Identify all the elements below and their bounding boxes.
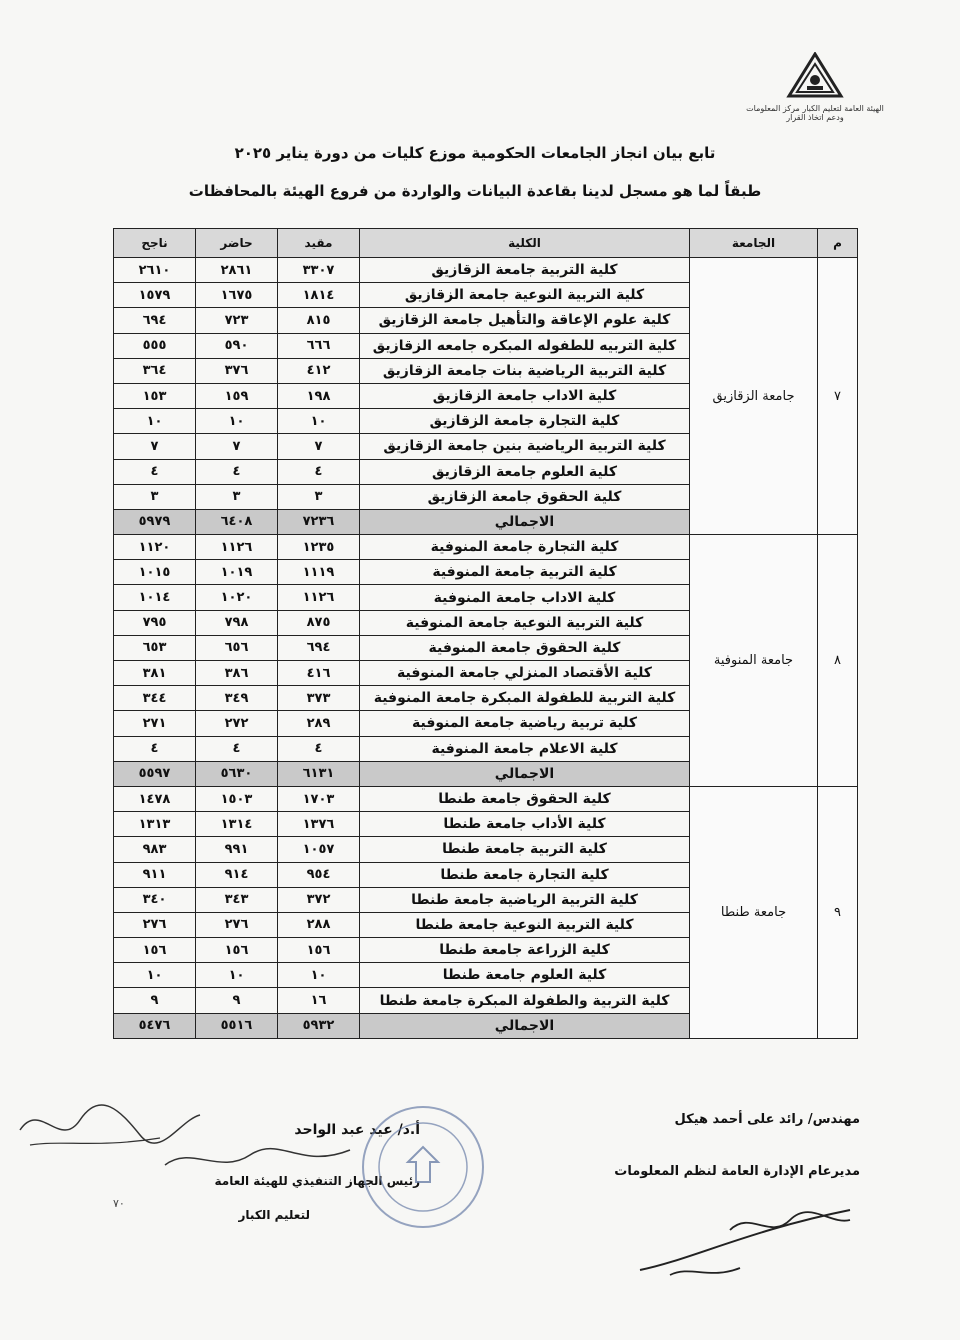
passed-count: ٤ [114,459,196,484]
present-count: ١٦٧٥ [196,283,278,308]
registered-count: ٢٨٨ [278,912,360,937]
passed-count: ١٥٣ [114,383,196,408]
present-count: ١٥٦ [196,938,278,963]
present-count: ٢٧٢ [196,711,278,736]
handwritten-signature-right-icon [600,1190,860,1290]
present-count: ١١٢٦ [196,535,278,560]
registered-count: ٨٧٥ [278,610,360,635]
college-name: كلية التربية النوعية جامعة المنوفية [360,610,690,635]
registered-count: ١٩٨ [278,383,360,408]
college-name: كلية العلوم جامعة الزقازيق [360,459,690,484]
total-label: الاجمالي [360,509,690,534]
results-table [113,228,858,1039]
header-passed: ناجح [114,229,196,258]
passed-count: ٣٨١ [114,661,196,686]
registered-count: ١٨١٤ [278,283,360,308]
page-number: ٧٠ [113,1197,125,1210]
handwritten-signature-middle-icon [160,1140,360,1180]
registered-count: ٨١٥ [278,308,360,333]
registered-count: ١٠٥٧ [278,837,360,862]
registered-count: ١٥٦ [278,938,360,963]
passed-count: ١٠١٥ [114,560,196,585]
college-name: كلية الاداب جامعة المنوفية [360,585,690,610]
registered-count: ٤١٢ [278,358,360,383]
passed-count: ٧٩٥ [114,610,196,635]
present-count: ٩٩١ [196,837,278,862]
university-name: جامعة الزقازيق [690,258,818,535]
present-count: ٣ [196,484,278,509]
passed-count: ١٣١٣ [114,812,196,837]
passed-count: ١٥٦ [114,938,196,963]
passed-count: ٤ [114,736,196,761]
registered-count: ٦٦٦ [278,333,360,358]
total-passed: ٥٤٧٦ [114,1013,196,1038]
pyramid-logo-icon [785,52,845,100]
college-name: كلية العلوم جامعة طنطا [360,963,690,988]
college-name: كلية التربية النوعية جامعة طنطا [360,912,690,937]
college-name: كلية الحقوق جامعة طنطا [360,786,690,811]
passed-count: ١٠ [114,963,196,988]
present-count: ٩١٤ [196,862,278,887]
total-label: الاجمالي [360,761,690,786]
present-count: ٧ [196,434,278,459]
organization-logo [740,52,890,132]
total-registered: ٧٢٣٦ [278,509,360,534]
registered-count: ٣ [278,484,360,509]
passed-count: ١٤٧٨ [114,786,196,811]
group-index: ٧ [818,258,858,535]
passed-count: ٩١١ [114,862,196,887]
present-count: ٣٧٦ [196,358,278,383]
passed-count: ٣ [114,484,196,509]
college-name: كلية الأداب جامعة طنطا [360,812,690,837]
passed-count: ٢٧٦ [114,912,196,937]
passed-count: ٣٤٠ [114,887,196,912]
total-registered: ٥٩٣٢ [278,1013,360,1038]
registered-count: ١١٢٦ [278,585,360,610]
present-count: ٧٩٨ [196,610,278,635]
passed-count: ٩٨٣ [114,837,196,862]
registered-count: ١٠ [278,963,360,988]
present-count: ١٠ [196,409,278,434]
passed-count: ٣٤٤ [114,686,196,711]
passed-count: ١٠١٤ [114,585,196,610]
passed-count: ١١٢٠ [114,535,196,560]
passed-count: ٧ [114,434,196,459]
group-index: ٨ [818,535,858,787]
total-present: ٦٤٠٨ [196,509,278,534]
college-name: كلية الحقوق جامعة المنوفية [360,635,690,660]
president-title: رئيس الجهاز التنفيذي للهيئة العامة [214,1174,420,1188]
header-university: الجامعة [690,229,818,258]
college-name: كلية التربية جامعة الزقازيق [360,258,690,283]
college-name: كلية تربية رياضية جامعة المنوفية [360,711,690,736]
college-name: كلية التربية والطفولة المبكرة جامعة طنطا [360,988,690,1013]
total-present: ٥٥١٦ [196,1013,278,1038]
total-label: الاجمالي [360,1013,690,1038]
present-count: ٤ [196,736,278,761]
present-count: ٢٨٦١ [196,258,278,283]
table-row [114,535,858,560]
present-count: ٤ [196,459,278,484]
president-title-2: لتعليم الكبار [238,1208,310,1222]
college-name: كلية التربية جامعة المنوفية [360,560,690,585]
header-registered: مقيد [278,229,360,258]
header-index: م [818,229,858,258]
college-name: كلية الاعلام جامعة المنوفية [360,736,690,761]
college-name: كلية الحقوق جامعة الزقازيق [360,484,690,509]
college-name: كلية التجارة جامعة الزقازيق [360,409,690,434]
document-title-line-1: تابع بيان انجاز الجامعات الحكومية موزع كليات من دورة يناير ٢٠٢٥ [234,144,716,162]
total-passed: ٥٩٧٩ [114,509,196,534]
group-index: ٩ [818,786,858,1038]
registered-count: ١٢٣٥ [278,535,360,560]
registered-count: ٦٩٤ [278,635,360,660]
document-title-line-2: طبقاً لما هو مسجل لدينا بقاعدة البيانات والواردة من فروع الهيئة بالمحافظات [188,182,762,200]
present-count: ٣٨٦ [196,661,278,686]
college-name: كلية التربية جامعة طنطا [360,837,690,862]
passed-count: ٩ [114,988,196,1013]
registered-count: ١٦ [278,988,360,1013]
present-count: ١٠ [196,963,278,988]
registered-count: ١٣٧٦ [278,812,360,837]
passed-count: ٢٦١٠ [114,258,196,283]
total-registered: ٦١٣١ [278,761,360,786]
present-count: ٣٤٩ [196,686,278,711]
college-name: كلية التربيه للطفوله المبكره جامعه الزقازيق [360,333,690,358]
college-name: كلية التجارة جامعة المنوفية [360,535,690,560]
present-count: ٦٥٦ [196,635,278,660]
total-present: ٥٦٣٠ [196,761,278,786]
registered-count: ٧ [278,434,360,459]
table-header-row [114,229,858,258]
table-row [114,786,858,811]
college-name: كلية التربية الرياضية جامعة طنطا [360,887,690,912]
registered-count: ٣٧٣ [278,686,360,711]
university-name: جامعة المنوفية [690,535,818,787]
passed-count: ٦٩٤ [114,308,196,333]
present-count: ١٥٠٣ [196,786,278,811]
passed-count: ٥٥٥ [114,333,196,358]
total-passed: ٥٥٩٧ [114,761,196,786]
passed-count: ٢٧١ [114,711,196,736]
passed-count: ١٠ [114,409,196,434]
registered-count: ١٠ [278,409,360,434]
registered-count: ١٧٠٣ [278,786,360,811]
president-name: أ.د/ عيد عبد الواحد [294,1122,420,1138]
passed-count: ٦٥٣ [114,635,196,660]
header-present: حاضر [196,229,278,258]
present-count: ٣٤٣ [196,887,278,912]
engineer-title: مديرعام الإدارة العامة لنظم المعلومات [614,1164,860,1179]
college-name: كلية التربية الرياضية بنات جامعة الزقازيق [360,358,690,383]
university-name: جامعة طنطا [690,786,818,1038]
present-count: ١٠٢٠ [196,585,278,610]
college-name: كلية التجارة جامعة طنطا [360,862,690,887]
engineer-name: مهندس/ رائد على أحمد هيكل [674,1112,860,1127]
present-count: ٥٩٠ [196,333,278,358]
registered-count: ٣٧٢ [278,887,360,912]
passed-count: ٣٦٤ [114,358,196,383]
registered-count: ٢٨٩ [278,711,360,736]
college-name: كلية علوم الإعاقة والتأهيل جامعة الزقازيق [360,308,690,333]
present-count: ١٠١٩ [196,560,278,585]
table-body [114,258,858,1039]
registered-count: ١١١٩ [278,560,360,585]
present-count: ٩ [196,988,278,1013]
registered-count: ٣٣٠٧ [278,258,360,283]
college-name: كلية التربية للطفولة المبكرة جامعة المنوفية [360,686,690,711]
logo-text: الهيئة العامة لتعليم الكبار مركز المعلومات ودعم اتخاذ القرار [746,104,884,122]
header-college: الكلية [360,229,690,258]
registered-count: ٤١٦ [278,661,360,686]
college-name: كلية الاداب جامعة الزقازيق [360,383,690,408]
present-count: ١٣١٤ [196,812,278,837]
registered-count: ٤ [278,736,360,761]
official-stamp-icon [358,1102,488,1232]
college-name: كلية التربية النوعية جامعة الزقازيق [360,283,690,308]
registered-count: ٩٥٤ [278,862,360,887]
table-row [114,258,858,283]
present-count: ٧٢٣ [196,308,278,333]
passed-count: ١٥٧٩ [114,283,196,308]
present-count: ١٥٩ [196,383,278,408]
college-name: كلية الزراعة جامعة طنطا [360,938,690,963]
present-count: ٢٧٦ [196,912,278,937]
registered-count: ٤ [278,459,360,484]
college-name: كلية الأقتصاد المنزلي جامعة المنوفية [360,661,690,686]
college-name: كلية التربية الرياضية بنين جامعة الزقازيق [360,434,690,459]
